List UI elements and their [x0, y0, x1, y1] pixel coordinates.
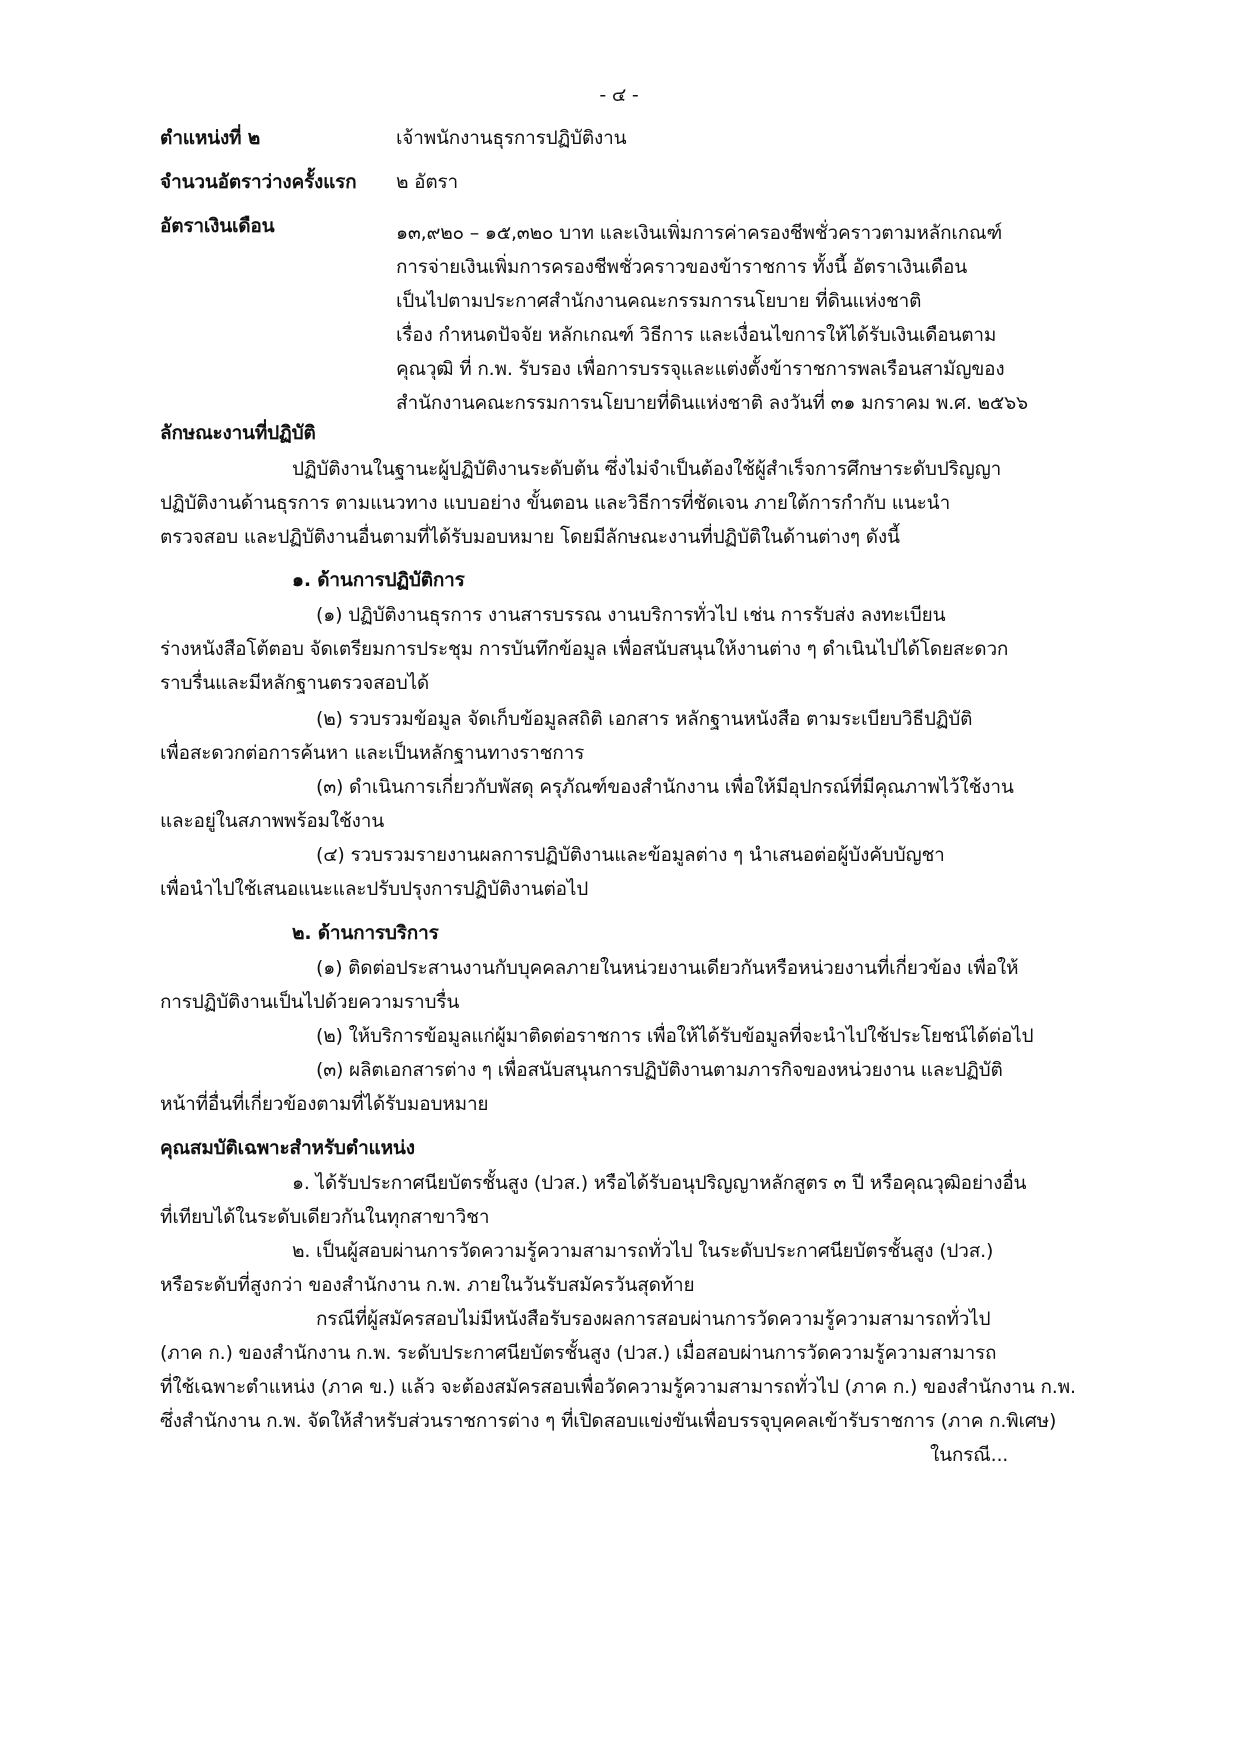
item-line: (๑) ปฏิบัติงานธุรการ งานสารบรรณ งานบริการทั่วไป เช่น การรับส่ง ลงทะเบียน — [316, 604, 946, 626]
position-label: ตำแหน่งที่ ๒ — [160, 127, 261, 149]
vacancy-label: จำนวนอัตราว่างครั้งแรก — [160, 171, 357, 193]
item-line: (๓) ดำเนินการเกี่ยวกับพัสดุ ครุภัณฑ์ของสำนักงาน เพื่อให้มีอุปกรณ์ที่มีคุณภาพไว้ใช้งาน — [316, 776, 1014, 798]
salary-line: เป็นไปตามประกาศสำนักงานคณะกรรมการนโยบาย ที่ดินแห่งชาติ — [396, 290, 922, 312]
item-line: (๓) ผลิตเอกสารต่าง ๆ เพื่อสนับสนุนการปฏิบัติงานตามภารกิจของหน่วยงาน และปฏิบัติ — [316, 1059, 1003, 1081]
salary-line: เรื่อง กำหนดปัจจัย หลักเกณฑ์ วิธีการ และเงื่อนไขการให้ได้รับเงินเดือนตาม — [396, 324, 997, 346]
item-line: และอยู่ในสภาพพร้อมใช้งาน — [160, 810, 384, 832]
item-line: หรือระดับที่สูงกว่า ของสำนักงาน ก.พ. ภายในวันรับสมัครวันสุดท้าย — [160, 1274, 695, 1296]
vacancy-value: ๒ อัตรา — [396, 171, 458, 193]
item-line: (๒) ให้บริการข้อมูลแก่ผู้มาติดต่อราชการ เพื่อให้ได้รับข้อมูลที่จะนำไปใช้ประโยชน์ได้ต่อไป — [316, 1025, 1034, 1047]
item-line: ซึ่งสำนักงาน ก.พ. จัดให้สำหรับส่วนราชการต่าง ๆ ที่เปิดสอบแข่งขันเพื่อบรรจุบุคคลเข้ารับราชการ (ภาค ก.พิเศษ) — [160, 1410, 1057, 1432]
position-value: เจ้าพนักงานธุรการปฏิบัติงาน — [396, 127, 627, 149]
item-line: กรณีที่ผู้สมัครสอบไม่มีหนังสือรับรองผลการสอบผ่านการวัดความรู้ความสามารถทั่วไป — [316, 1308, 991, 1330]
salary-line: ๑๓,๙๒๐ – ๑๕,๓๒๐ บาท และเงินเพิ่มการค่าครองชีพชั่วคราวตามหลักเกณฑ์ — [396, 222, 1003, 244]
item-line: (๔) รวบรวมรายงานผลการปฏิบัติงานและข้อมูลต่าง ๆ นำเสนอต่อผู้บังคับบัญชา — [316, 844, 945, 866]
item-line: การปฏิบัติงานเป็นไปด้วยความราบรื่น — [160, 991, 460, 1013]
item-line: ๑. ได้รับประกาศนียบัตรชั้นสูง (ปวส.) หรือได้รับอนุปริญญาหลักสูตร ๓ ปี หรือคุณวุฒิอย่างอื่น — [292, 1172, 1027, 1194]
salary-line: การจ่ายเงินเพิ่มการครองชีพชั่วคราวของข้าราชการ ทั้งนี้ อัตราเงินเดือน — [396, 256, 968, 278]
item-line: ๒. เป็นผู้สอบผ่านการวัดความรู้ความสามารถทั่วไป ในระดับประกาศนียบัตรชั้นสูง (ปวส.) — [292, 1240, 994, 1262]
duties-intro-line: ปฏิบัติงานในฐานะผู้ปฏิบัติงานระดับต้น ซึ่งไม่จำเป็นต้องใช้ผู้สำเร็จการศึกษาระดับปริญญา — [292, 458, 1002, 480]
item-line: ร่างหนังสือโต้ตอบ จัดเตรียมการประชุม การบันทึกข้อมูล เพื่อสนับสนุนให้งานต่าง ๆ ดำเนินไปได้โดยสะดวก — [160, 638, 1009, 660]
salary-line: สำนักงานคณะกรรมการนโยบายที่ดินแห่งชาติ ลงวันที่ ๓๑ มกราคม พ.ศ. ๒๕๖๖ — [396, 392, 1028, 414]
section-title-services: ๒. ด้านการบริการ — [292, 922, 439, 944]
item-line: หน้าที่อื่นที่เกี่ยวข้องตามที่ได้รับมอบหมาย — [160, 1093, 489, 1115]
item-line: (ภาค ก.) ของสำนักงาน ก.พ. ระดับประกาศนียบัตรชั้นสูง (ปวส.) เมื่อสอบผ่านการวัดความรู้ความสามารถ — [160, 1342, 997, 1364]
item-line: ที่ใช้เฉพาะตำแหน่ง (ภาค ข.) แล้ว จะต้องสมัครสอบเพื่อวัดความรู้ความสามารถทั่วไป (ภาค ก.) ของสำนักงาน ก.พ. — [160, 1376, 1076, 1398]
duties-intro-line: ปฏิบัติงานด้านธุรการ ตามแนวทาง แบบอย่าง ขั้นตอน และวิธีการที่ชัดเจน ภายใต้การกำกับ แนะนำ — [160, 492, 951, 514]
item-line: ราบรื่นและมีหลักฐานตรวจสอบได้ — [160, 672, 430, 694]
continuation-text: ในกรณี... — [930, 1444, 1009, 1466]
item-line: (๑) ติดต่อประสานงานกับบุคคลภายในหน่วยงานเดียวกันหรือหน่วยงานที่เกี่ยวข้อง เพื่อให้ — [316, 957, 1019, 979]
item-line: เพื่อนำไปใช้เสนอแนะและปรับปรุงการปฏิบัติงานต่อไป — [160, 878, 589, 900]
page-number: - ๔ - — [599, 84, 639, 106]
salary-label: อัตราเงินเดือน — [160, 215, 275, 237]
duties-heading: ลักษณะงานที่ปฏิบัติ — [160, 422, 316, 444]
item-line: (๒) รวบรวมข้อมูล จัดเก็บข้อมูลสถิติ เอกสาร หลักฐานหนังสือ ตามระเบียบวิธีปฏิบัติ — [316, 708, 973, 730]
qualifications-heading: คุณสมบัติเฉพาะสำหรับตำแหน่ง — [160, 1137, 415, 1159]
duties-intro-line: ตรวจสอบ และปฏิบัติงานอื่นตามที่ได้รับมอบหมาย โดยมีลักษณะงานที่ปฏิบัติในด้านต่างๆ ดังนี้ — [160, 526, 900, 548]
item-line: เพื่อสะดวกต่อการค้นหา และเป็นหลักฐานทางราชการ — [160, 742, 585, 764]
salary-line: คุณวุฒิ ที่ ก.พ. รับรอง เพื่อการบรรจุและแต่งตั้งข้าราชการพลเรือนสามัญของ — [396, 358, 1005, 380]
item-line: ที่เทียบได้ในระดับเดียวกันในทุกสาขาวิชา — [160, 1206, 490, 1228]
section-title-operations: ๑. ด้านการปฏิบัติการ — [292, 569, 465, 591]
